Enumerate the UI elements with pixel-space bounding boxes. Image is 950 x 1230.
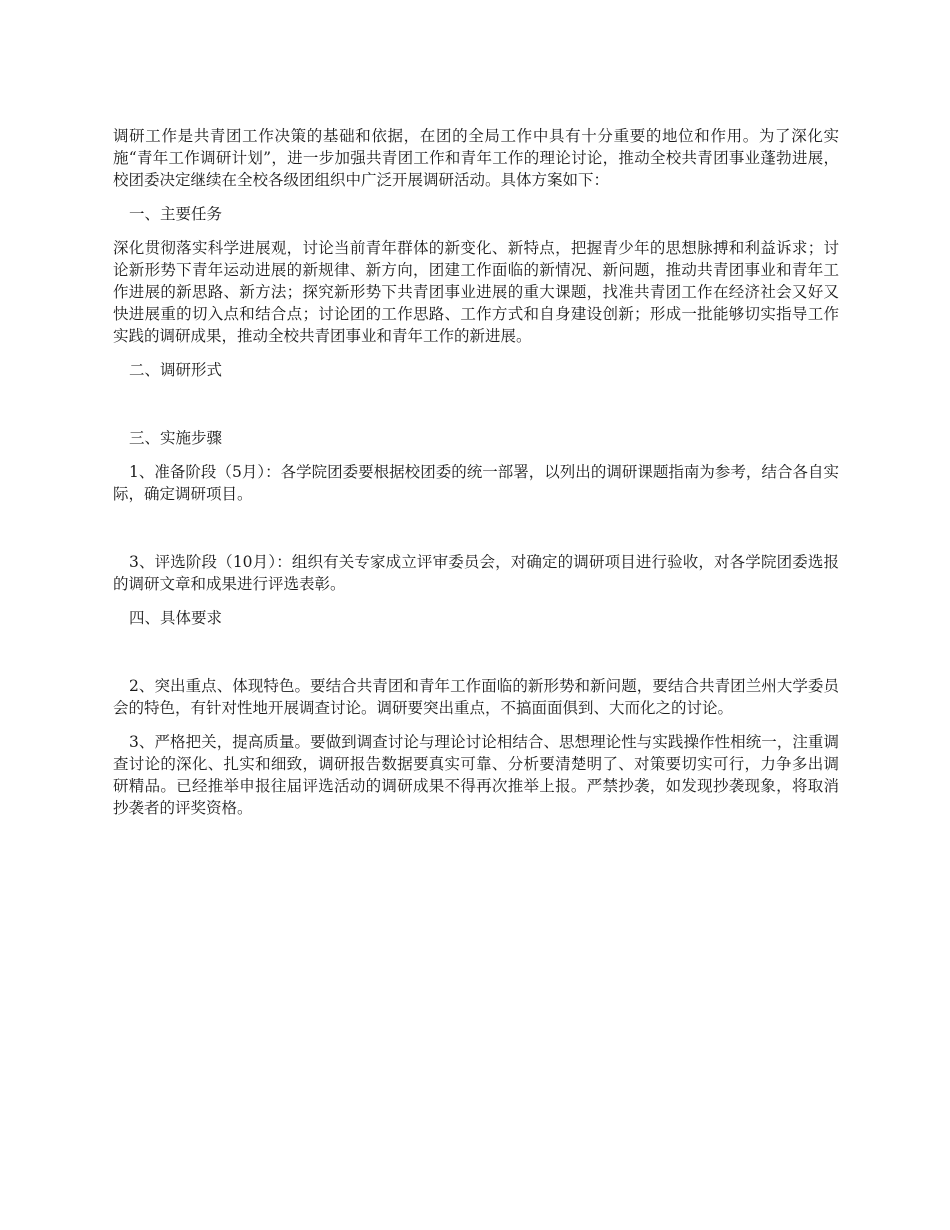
section-heading-research-form: 二、调研形式 <box>129 361 223 379</box>
section-heading-main-tasks: 一、主要任务 <box>129 205 223 223</box>
step-evaluation-text: 3、评选阶段（10月）：组织有关专家成立评审委员会，对确定的调研项目进行验收，对各学院团委选报的调研文章和成果进行评选表彰。 <box>113 553 839 593</box>
main-tasks-paragraph: 深化贯彻落实科学进展观，讨论当前青年群体的新变化、新特点，把握青少年的思想脉搏和利益诉求；讨论新形势下青年运动进展的新规律、新方向，团建工作面临的新情况、新问题，推动共青团事业和青年工作进展的新思路、新方法；探究新形势下共青团事业进展的重大课题，找准共青团工作在经济社会又好又快进展重的切入点和结合点；讨论团的工作思路、工作方式和自身建设创新；形成一批能够切实指导工作实践的调研成果，推动全校共青团事业和青年工作的新进展。 <box>113 239 839 345</box>
blank-space <box>113 517 839 551</box>
section-heading-specific-requirements: 四、具体要求 <box>129 609 223 627</box>
blank-space <box>113 641 839 675</box>
requirement-focus-text: 2、突出重点、体现特色。要结合共青团和青年工作面临的新形势和新问题，要结合共青团兰州大学委员会的特色，有针对性地开展调查讨论。调研要突出重点，不搞面面俱到、大而化之的讨论。 <box>113 677 839 717</box>
step-preparation-paragraph <box>113 461 839 505</box>
step-preparation-text: 1、准备阶段（5月）：各学院团委要根据校团委的统一部署，以列出的调研课题指南为参考，结合各自实际，确定调研项目。 <box>113 463 839 503</box>
blank-space <box>113 393 839 427</box>
section-heading-implementation-steps: 三、实施步骤 <box>129 429 223 447</box>
requirement-quality-paragraph <box>113 731 839 819</box>
requirement-quality-text: 3、严格把关，提高质量。要做到调查讨论与理论讨论相结合、思想理论性与实践操作性相统一，注重调查讨论的深化、扎实和细致，调研报告数据要真实可靠、分析要清楚明了、对策要切实可行，力争多出调研精品。已经推举申报往届评选活动的调研成果不得再次推举上报。严禁抄袭，如发现抄袭现象，将取消抄袭者的评奖资格。 <box>113 733 839 817</box>
document-body <box>113 125 839 831</box>
intro-paragraph: 调研工作是共青团工作决策的基础和依据，在团的全局工作中具有十分重要的地位和作用。为了深化实施“青年工作调研计划”，进一步加强共青团工作和青年工作的理论讨论，推动全校共青团事业蓬勃进展，校团委决定继续在全校各级团组织中广泛开展调研活动。具体方案如下： <box>113 127 839 189</box>
requirement-focus-paragraph <box>113 675 839 719</box>
step-evaluation-paragraph <box>113 551 839 595</box>
